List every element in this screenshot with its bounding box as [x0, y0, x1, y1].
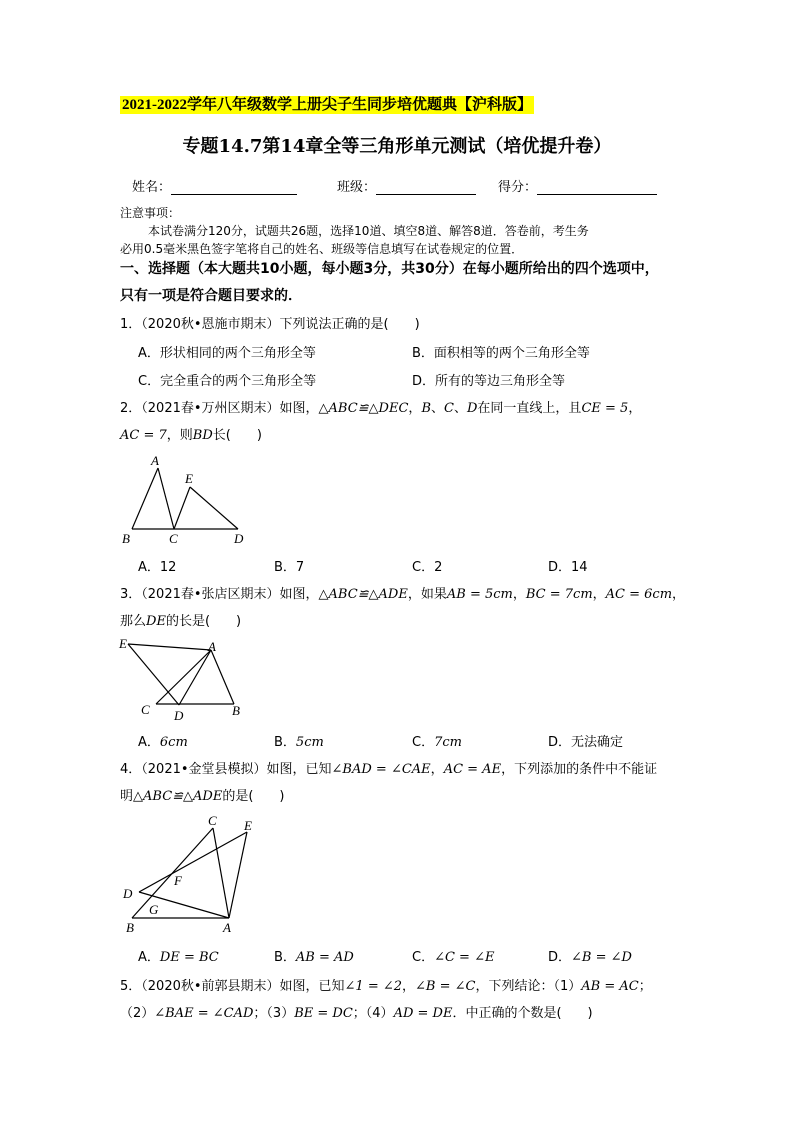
line-ba — [132, 468, 158, 529]
question-4-figure — [118, 810, 268, 938]
q5-text: ；（3） — [253, 1006, 295, 1021]
question-2-option-b: B．7 — [274, 560, 305, 575]
q3-text: 那么 — [120, 614, 147, 629]
q5-text: ，下列结论：（1） — [475, 979, 582, 994]
question-1-option-d: D．所有的等边三角形全等 — [412, 374, 566, 389]
q4-text: 的是( ) — [222, 789, 285, 804]
q2-text: 2．（2021春•万州区期末）如图， — [120, 401, 319, 416]
header-band: 2021-2022学年八年级数学上册尖子生同步培优题典【沪科版】 — [122, 97, 532, 113]
notice-heading: 注意事项： — [120, 206, 181, 220]
q4-text: ，下列添加的条件中不能证 — [501, 762, 658, 777]
question-4-stem-line-1 — [120, 758, 657, 777]
q2-text: ， — [628, 401, 642, 416]
label-b: B — [232, 703, 240, 718]
label-d: D — [174, 708, 184, 723]
line-ab — [211, 650, 234, 704]
q2-math: AC = 7 — [120, 428, 167, 443]
q4-math: △ABC≌△ADE — [133, 789, 223, 804]
line-ce — [174, 487, 190, 529]
q4-text: 明 — [120, 789, 134, 804]
question-2-stem-line-2 — [120, 424, 262, 443]
label-c: C — [169, 531, 178, 546]
question-3-stem-line-1 — [120, 583, 685, 602]
q4-math: AC = AE — [443, 762, 502, 777]
q2-text: 、 — [453, 401, 467, 416]
line-ca — [213, 828, 229, 918]
q5-math: ∠B = ∠C — [415, 979, 476, 994]
label-c: C — [141, 702, 150, 717]
question-4-option-a: A．DE = BC — [138, 950, 219, 965]
label-e: E — [244, 818, 252, 833]
question-2-option-c: C．2 — [412, 560, 443, 575]
class-label: 班级： — [337, 180, 377, 195]
name-blank — [171, 182, 297, 195]
q2-math: C — [444, 401, 454, 416]
question-4-option-c: C．∠C = ∠E — [412, 950, 495, 965]
section-heading-line-1: 一、选择题（本大题共10小题，每小题3分，共30分）在每小题所给出的四个选项中， — [120, 261, 659, 277]
q2-math: CE = 5 — [581, 401, 629, 416]
question-1-stem: 1．（2020秋•恩施市期末）下列说法正确的是( ) — [120, 317, 420, 332]
q2-text: 在同一直线上，且 — [477, 401, 582, 416]
q5-math: AB = AC — [581, 979, 639, 994]
label-d: D — [123, 886, 133, 901]
question-2-option-a: A．12 — [138, 560, 177, 575]
q2-text: ， — [408, 401, 422, 416]
question-1-option-a: A．形状相同的两个三角形全等 — [138, 346, 316, 361]
question-3-stem-line-2 — [120, 610, 241, 629]
score-label: 得分： — [498, 180, 538, 195]
q3-math: DE — [146, 614, 166, 629]
q2-math: △ABC≌△DEC — [318, 401, 409, 416]
question-1-option-c: C．完全重合的两个三角形全等 — [138, 374, 317, 389]
q5-text: （2） — [120, 1006, 155, 1021]
q2-text: ，则 — [166, 428, 193, 443]
q3-text: ，如果 — [407, 587, 447, 602]
notice-line-1: 本试卷满分120分，试题共26题，选择10道、填空8道、解答8道．答卷前，考生务 — [148, 224, 589, 238]
class-blank — [376, 182, 476, 195]
score-field — [498, 176, 657, 195]
label-a: A — [223, 920, 231, 935]
label-a: A — [151, 453, 159, 468]
q5-text: ；（4） — [352, 1006, 394, 1021]
q3-math: AC = 6cm — [605, 587, 673, 602]
section-heading-line-2: 只有一项是符合题目要求的． — [120, 288, 302, 304]
question-1-option-b: B．面积相等的两个三角形全等 — [412, 346, 590, 361]
score-blank — [537, 182, 657, 195]
q3-text: ， — [672, 587, 686, 602]
q2-text: 、 — [431, 401, 445, 416]
question-4-stem-line-2 — [120, 785, 285, 804]
q3-text: 的长是( ) — [165, 614, 242, 629]
page-title: 专题14.7第14章全等三角形单元测试（培优提升卷） — [182, 136, 612, 157]
q2-math: BD — [192, 428, 213, 443]
question-2-figure — [118, 452, 258, 548]
label-d: D — [234, 531, 244, 546]
line-ca — [156, 650, 211, 704]
line-ea — [229, 832, 247, 918]
q5-math: ∠BAE = ∠CAD — [154, 1006, 254, 1021]
question-5-stem-line-1 — [120, 975, 652, 994]
label-e: E — [119, 636, 127, 651]
question-4-option-d: D．∠B = ∠D — [548, 950, 632, 965]
name-label: 姓名： — [132, 180, 172, 195]
question-3-figure — [116, 634, 252, 724]
line-ed — [190, 487, 238, 529]
q5-math: ∠1 = ∠2 — [344, 979, 403, 994]
label-c: C — [208, 813, 217, 828]
notice-line-2: 必用0.5毫米黑色签字笔将自己的姓名、班级等信息填写在试卷规定的位置． — [120, 242, 524, 256]
q3-math: △ABC≌△ADE — [318, 587, 408, 602]
class-field — [337, 176, 476, 195]
q3-math: AB = 5cm — [446, 587, 513, 602]
label-e: E — [185, 471, 193, 486]
q5-math: BE = DC — [294, 1006, 353, 1021]
q3-text: ， — [512, 587, 526, 602]
q5-text: ； — [638, 979, 652, 994]
q5-math: AD = DE — [393, 1006, 453, 1021]
question-2-stem-line-1 — [120, 397, 641, 416]
q5-text: ．中正确的个数是( ) — [452, 1006, 593, 1021]
question-3-option-c: C．7cm — [412, 735, 462, 750]
q2-text: 长( ) — [212, 428, 262, 443]
question-3-option-a: A．6cm — [138, 735, 188, 750]
q4-text: ， — [430, 762, 444, 777]
q4-math: ∠BAD = ∠CAE — [331, 762, 431, 777]
q2-math: B — [421, 401, 431, 416]
line-ed — [128, 644, 179, 705]
q3-math: BC = 7cm — [525, 587, 593, 602]
q4-text: 4．（2021•金堂县模拟）如图，已知 — [120, 762, 332, 777]
label-b: B — [126, 920, 134, 935]
label-f: F — [174, 873, 182, 888]
line-ea — [128, 644, 211, 650]
line-de — [139, 832, 247, 892]
q3-text: 3．（2021春•张店区期末）如图， — [120, 587, 319, 602]
question-4-option-b: B．AB = AD — [274, 950, 354, 965]
question-2-option-d: D．14 — [548, 560, 588, 575]
question-3-option-d: D．无法确定 — [548, 735, 624, 750]
name-field — [132, 176, 297, 195]
q2-math: D — [466, 401, 478, 416]
label-g: G — [149, 902, 159, 917]
q5-text: ， — [402, 979, 416, 994]
q3-text: ， — [592, 587, 606, 602]
question-5-stem-line-2 — [120, 1002, 593, 1021]
label-a: A — [208, 639, 216, 654]
q5-text: 5．（2020秋•前郭县期末）如图，已知 — [120, 979, 345, 994]
question-3-option-b: B．5cm — [274, 735, 324, 750]
line-ac — [158, 468, 174, 529]
label-b: B — [122, 531, 130, 546]
